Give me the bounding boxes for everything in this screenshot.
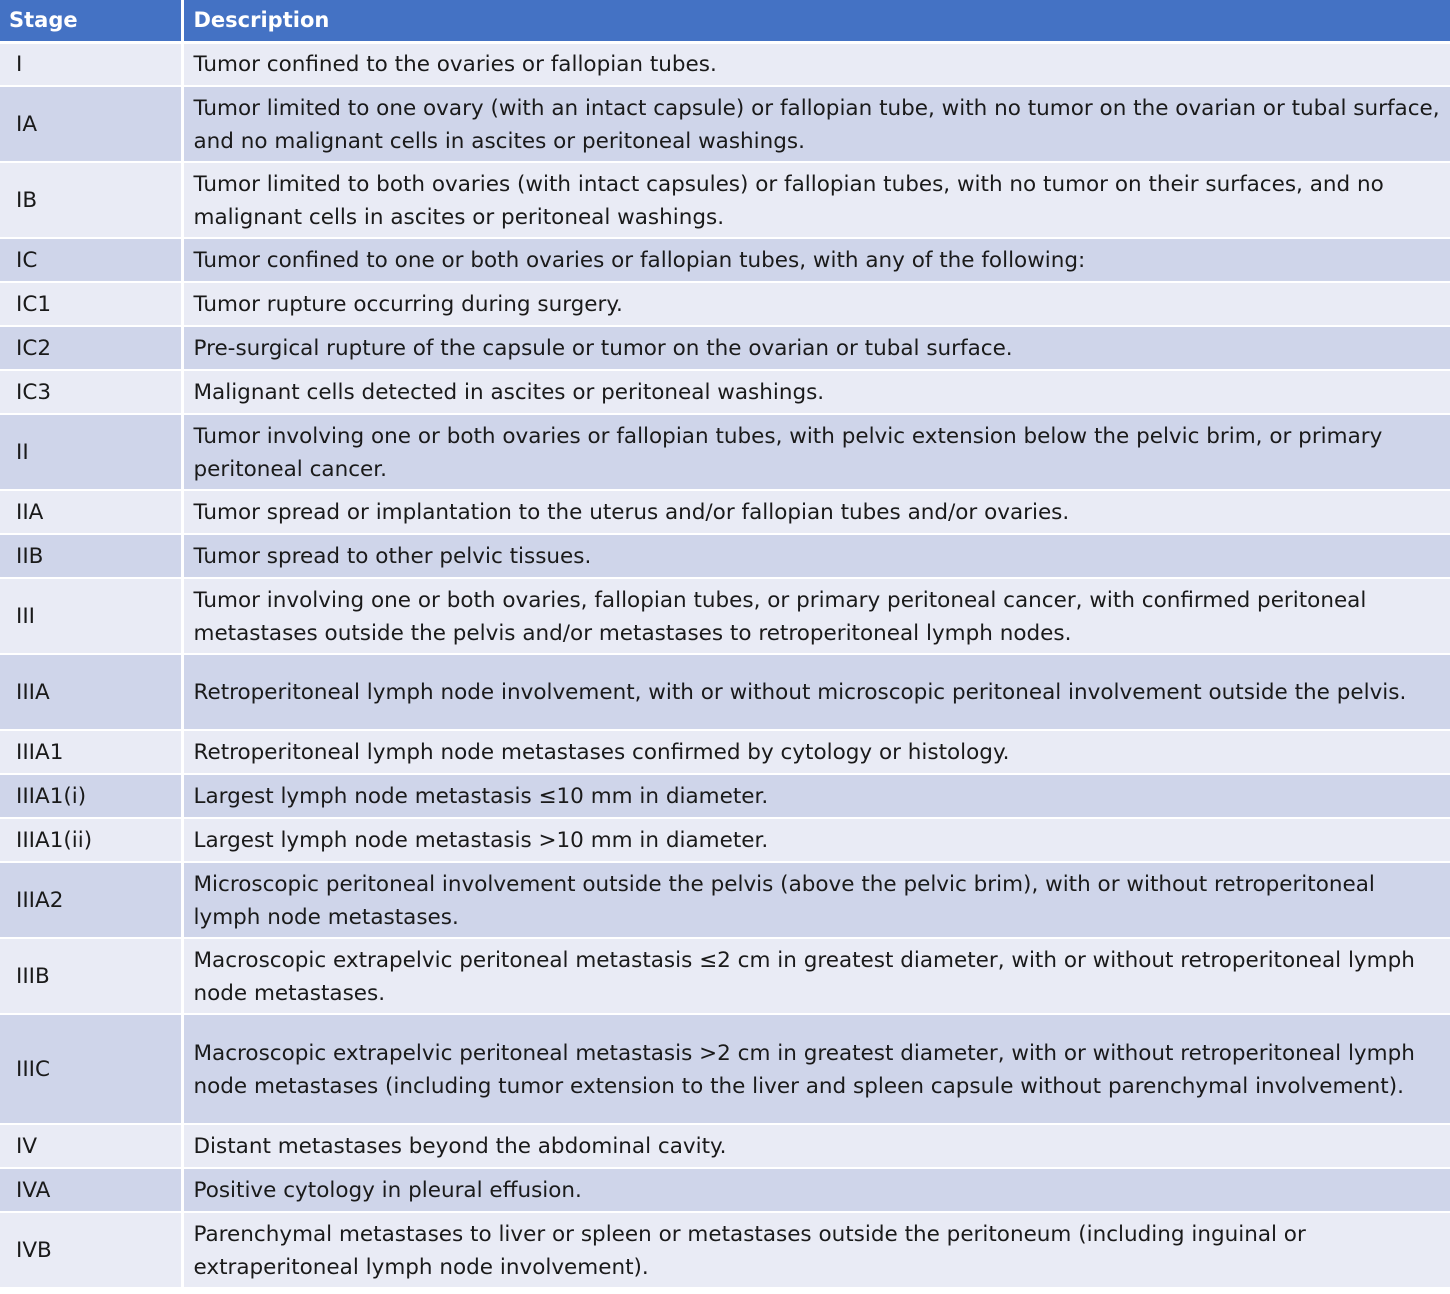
stage-cell: IIIC — [0, 1014, 182, 1124]
description-cell: Tumor spread to other pelvic tissues. — [182, 534, 1450, 578]
table-row — [0, 414, 1450, 490]
description-cell: Tumor involving one or both ovaries or fallopian tubes, with pelvic extension below the pelvic brim, or primary peritoneal cancer. — [182, 414, 1450, 490]
stage-cell: IIIA1(ii) — [0, 818, 182, 862]
stage-cell: IV — [0, 1124, 182, 1168]
description-cell: Tumor spread or implantation to the uterus and/or fallopian tubes and/or ovaries. — [182, 490, 1450, 534]
description-cell: Tumor limited to one ovary (with an intact capsule) or fallopian tube, with no tumor on the ovarian or tubal surface, and no malignant cells in ascites or peritoneal washings. — [182, 86, 1450, 162]
table-row — [0, 1168, 1450, 1212]
table-row — [0, 1212, 1450, 1288]
description-cell: Largest lymph node metastasis >10 mm in diameter. — [182, 818, 1450, 862]
stage-cell: IB — [0, 162, 182, 238]
table-row — [0, 490, 1450, 534]
stage-cell: III — [0, 578, 182, 654]
table-row — [0, 370, 1450, 414]
stage-cell: I — [0, 42, 182, 86]
table-row — [0, 86, 1450, 162]
stage-cell: II — [0, 414, 182, 490]
stage-cell: IC — [0, 238, 182, 282]
description-cell: Tumor involving one or both ovaries, fallopian tubes, or primary peritoneal cancer, with confirmed peritoneal metastases outside the pelvis and/or metastases to retroperitoneal lymph nodes. — [182, 578, 1450, 654]
description-cell: Parenchymal metastases to liver or spleen or metastases outside the peritoneum (including inguinal or extraperitoneal lymph node involvement). — [182, 1212, 1450, 1288]
table-row — [0, 774, 1450, 818]
description-cell: Tumor confined to the ovaries or fallopian tubes. — [182, 42, 1450, 86]
column-header-stage: Stage — [0, 0, 182, 42]
stage-cell: IIIA1(i) — [0, 774, 182, 818]
header-row — [0, 0, 1450, 42]
table-row — [0, 730, 1450, 774]
stage-cell: IVB — [0, 1212, 182, 1288]
table-row — [0, 862, 1450, 938]
table-row — [0, 162, 1450, 238]
table-row — [0, 818, 1450, 862]
stage-cell: IIA — [0, 490, 182, 534]
table-row — [0, 1014, 1450, 1124]
description-cell: Tumor limited to both ovaries (with intact capsules) or fallopian tubes, with no tumor on their surfaces, and no malignant cells in ascites or peritoneal washings. — [182, 162, 1450, 238]
table-row — [0, 1124, 1450, 1168]
stage-cell: IC2 — [0, 326, 182, 370]
table-row — [0, 238, 1450, 282]
stage-cell: IC3 — [0, 370, 182, 414]
description-cell: Tumor rupture occurring during surgery. — [182, 282, 1450, 326]
table-row — [0, 534, 1450, 578]
stage-cell: IA — [0, 86, 182, 162]
description-cell: Retroperitoneal lymph node metastases confirmed by cytology or histology. — [182, 730, 1450, 774]
table-row — [0, 282, 1450, 326]
table-row — [0, 938, 1450, 1014]
description-cell: Malignant cells detected in ascites or peritoneal washings. — [182, 370, 1450, 414]
description-cell: Positive cytology in pleural effusion. — [182, 1168, 1450, 1212]
table-row — [0, 42, 1450, 86]
stage-cell: IIIA2 — [0, 862, 182, 938]
description-cell: Distant metastases beyond the abdominal cavity. — [182, 1124, 1450, 1168]
column-header-description: Description — [182, 0, 1450, 42]
stage-cell: IIIB — [0, 938, 182, 1014]
stage-cell: IC1 — [0, 282, 182, 326]
description-cell: Tumor confined to one or both ovaries or fallopian tubes, with any of the following: — [182, 238, 1450, 282]
description-cell: Pre-surgical rupture of the capsule or tumor on the ovarian or tubal surface. — [182, 326, 1450, 370]
stage-cell: IVA — [0, 1168, 182, 1212]
table-row — [0, 578, 1450, 654]
table-row — [0, 654, 1450, 730]
description-cell: Macroscopic extrapelvic peritoneal metastasis >2 cm in greatest diameter, with or without retroperitoneal lymph node metastases (including tumor extension to the liver and spleen capsule without parenchymal involvement). — [182, 1014, 1450, 1124]
stage-cell: IIB — [0, 534, 182, 578]
table-body — [0, 42, 1450, 1288]
description-cell: Largest lymph node metastasis ≤10 mm in diameter. — [182, 774, 1450, 818]
description-cell: Microscopic peritoneal involvement outside the pelvis (above the pelvic brim), with or without retroperitoneal lymph node metastases. — [182, 862, 1450, 938]
stage-cell: IIIA — [0, 654, 182, 730]
table-header — [0, 0, 1450, 42]
description-cell: Macroscopic extrapelvic peritoneal metastasis ≤2 cm in greatest diameter, with or without retroperitoneal lymph node metastases. — [182, 938, 1450, 1014]
table-row — [0, 326, 1450, 370]
stage-cell: IIIA1 — [0, 730, 182, 774]
description-cell: Retroperitoneal lymph node involvement, with or without microscopic peritoneal involvement outside the pelvis. — [182, 654, 1450, 730]
